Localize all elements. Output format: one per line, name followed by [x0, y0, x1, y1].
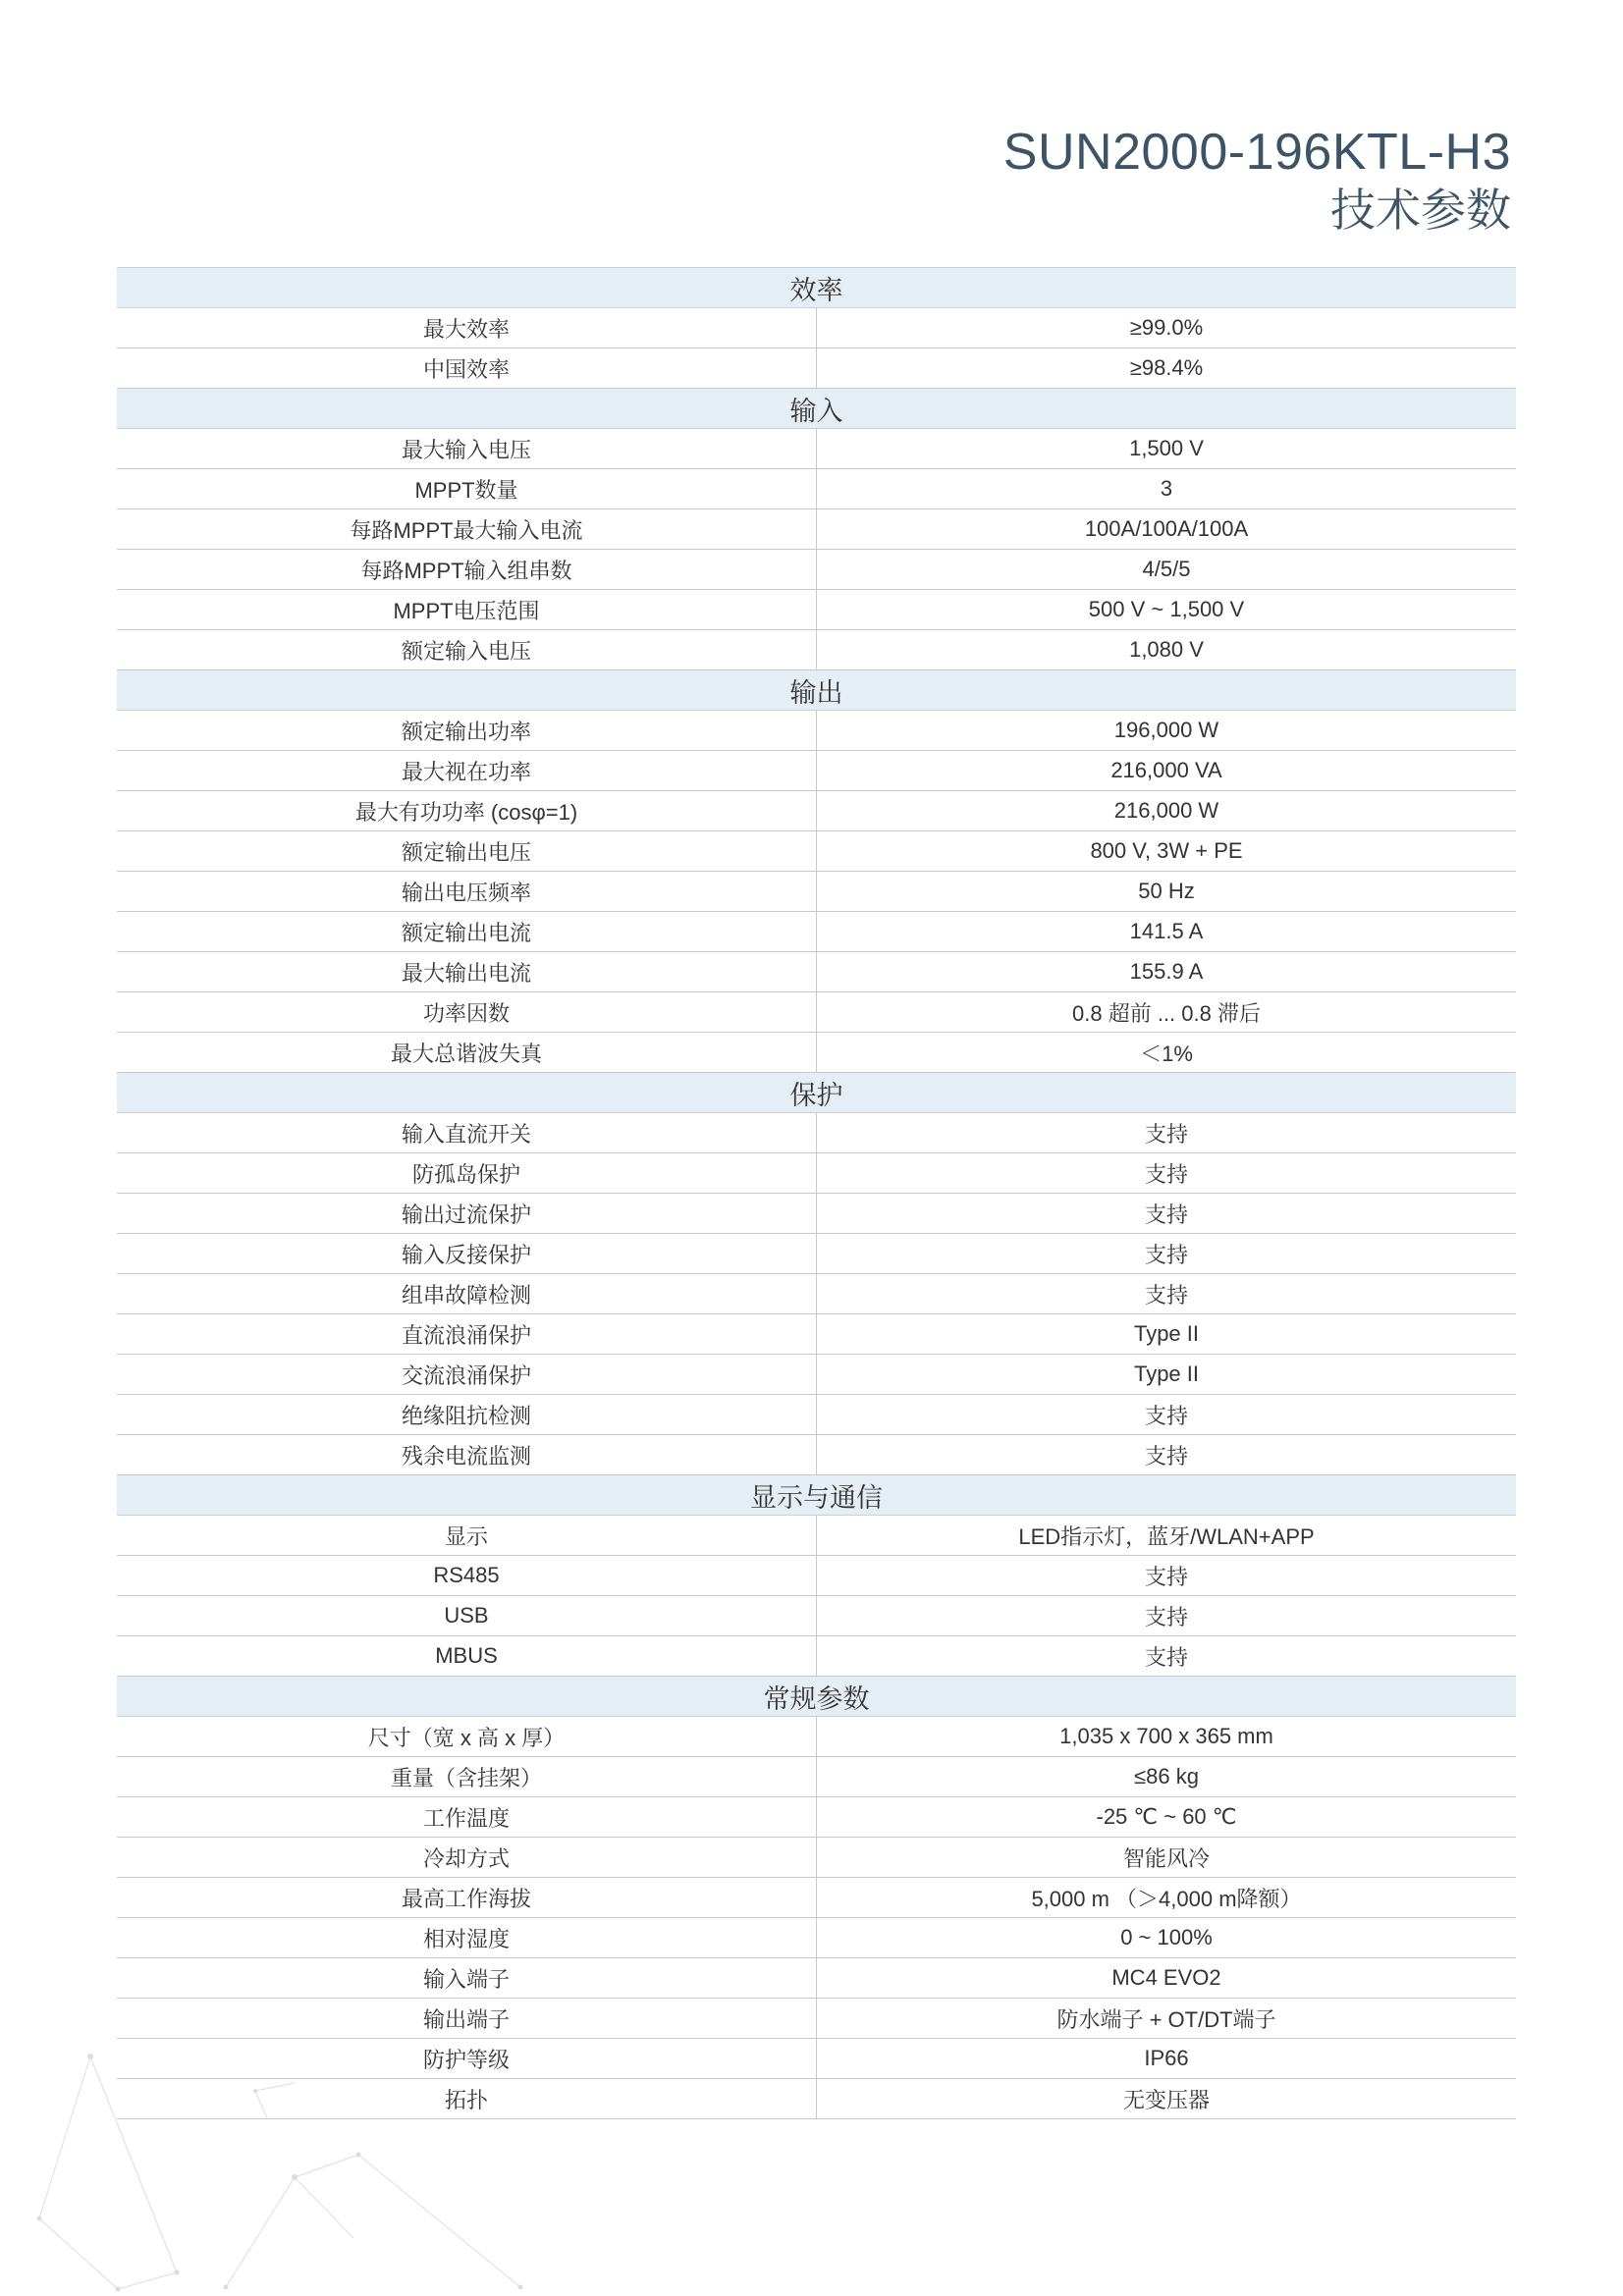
title-block	[1003, 122, 1511, 238]
param-value: 155.9 A	[817, 952, 1517, 992]
param-value: 支持	[817, 1636, 1517, 1677]
table-row	[117, 1194, 1516, 1234]
param-label: 组串故障检测	[117, 1274, 817, 1314]
param-label: 防护等级	[117, 2039, 817, 2079]
param-value: 50 Hz	[817, 872, 1517, 912]
param-label: 最大总谐波失真	[117, 1033, 817, 1073]
param-value: MC4 EVO2	[817, 1958, 1517, 1999]
param-label: 额定输出电压	[117, 831, 817, 872]
table-row	[117, 1757, 1516, 1797]
param-value: 4/5/5	[817, 550, 1517, 590]
param-label: MPPT电压范围	[117, 590, 817, 630]
param-value: 支持	[817, 1113, 1517, 1153]
table-row	[117, 1274, 1516, 1314]
section-title: 保护	[117, 1073, 1516, 1113]
table-row	[117, 992, 1516, 1033]
table-row	[117, 550, 1516, 590]
param-value: 1,035 x 700 x 365 mm	[817, 1717, 1517, 1757]
param-label: 最大视在功率	[117, 751, 817, 791]
param-label: 额定输入电压	[117, 630, 817, 670]
param-label: RS485	[117, 1556, 817, 1596]
param-value: ≥98.4%	[817, 348, 1517, 389]
table-row	[117, 1516, 1516, 1556]
param-value: 支持	[817, 1596, 1517, 1636]
table-row	[117, 1958, 1516, 1999]
section-title: 输出	[117, 670, 1516, 711]
param-label: 输入端子	[117, 1958, 817, 1999]
param-value: 支持	[817, 1194, 1517, 1234]
table-row	[117, 509, 1516, 550]
table-row	[117, 1797, 1516, 1838]
table-row	[117, 1878, 1516, 1918]
param-label: 重量（含挂架）	[117, 1757, 817, 1797]
param-label: 绝缘阻抗检测	[117, 1395, 817, 1435]
model-title: SUN2000-196KTL-H3	[1002, 124, 1511, 181]
param-label: 直流浪涌保护	[117, 1314, 817, 1355]
param-label: 输入直流开关	[117, 1113, 817, 1153]
param-label: MPPT数量	[117, 469, 817, 509]
param-label: 拓扑	[117, 2079, 817, 2119]
param-label: 功率因数	[117, 992, 817, 1033]
param-label: 输入反接保护	[117, 1234, 817, 1274]
table-row	[117, 1838, 1516, 1878]
param-value: 3	[817, 469, 1517, 509]
param-label: 输出端子	[117, 1999, 817, 2039]
param-value: Type II	[817, 1355, 1517, 1395]
param-label: 最大输出电流	[117, 952, 817, 992]
param-label: 防孤岛保护	[117, 1153, 817, 1194]
param-label: 每路MPPT最大输入电流	[117, 509, 817, 550]
param-value: ＜1%	[817, 1033, 1517, 1073]
param-label: 工作温度	[117, 1797, 817, 1838]
param-label: 每路MPPT输入组串数	[117, 550, 817, 590]
param-label: 尺寸（宽 x 高 x 厚）	[117, 1717, 817, 1757]
param-value: 216,000 W	[817, 791, 1517, 831]
param-value: 5,000 m （＞4,000 m降额）	[817, 1878, 1517, 1918]
param-value: 防水端子 + OT/DT端子	[817, 1999, 1517, 2039]
table-row	[117, 590, 1516, 630]
table-row	[117, 872, 1516, 912]
table-row	[117, 912, 1516, 952]
param-value: 支持	[817, 1556, 1517, 1596]
param-value: 智能风冷	[817, 1838, 1517, 1878]
table-row	[117, 831, 1516, 872]
section-header-row	[117, 1073, 1516, 1113]
section-title: 效率	[117, 268, 1516, 308]
decorative-network-graphic	[0, 2012, 609, 2296]
table-row	[117, 1234, 1516, 1274]
section-header-row	[117, 268, 1516, 308]
param-value: 141.5 A	[817, 912, 1517, 952]
table-row	[117, 1918, 1516, 1958]
param-value: LED指示灯，蓝牙/WLAN+APP	[817, 1516, 1517, 1556]
param-label: 输出过流保护	[117, 1194, 817, 1234]
param-value: 支持	[817, 1274, 1517, 1314]
param-value: 196,000 W	[817, 711, 1517, 751]
section-header-row	[117, 670, 1516, 711]
param-value: 1,500 V	[817, 429, 1517, 469]
table-row	[117, 1033, 1516, 1073]
param-value: 支持	[817, 1234, 1517, 1274]
table-row	[117, 1314, 1516, 1355]
param-value: 0.8 超前 ... 0.8 滞后	[817, 992, 1517, 1033]
param-value: 支持	[817, 1395, 1517, 1435]
table-row	[117, 1355, 1516, 1395]
table-row	[117, 1435, 1516, 1475]
table-row	[117, 469, 1516, 509]
spec-table	[117, 267, 1516, 2119]
param-label: 最大输入电压	[117, 429, 817, 469]
param-value: IP66	[817, 2039, 1517, 2079]
table-row	[117, 1717, 1516, 1757]
section-header-row	[117, 1677, 1516, 1717]
param-value: ≥99.0%	[817, 308, 1517, 348]
table-row	[117, 630, 1516, 670]
param-label: 额定输出功率	[117, 711, 817, 751]
param-label: 最高工作海拔	[117, 1878, 817, 1918]
param-label: 额定输出电流	[117, 912, 817, 952]
table-row	[117, 952, 1516, 992]
param-value: ≤86 kg	[817, 1757, 1517, 1797]
table-row	[117, 751, 1516, 791]
param-label: 最大效率	[117, 308, 817, 348]
section-title: 输入	[117, 389, 1516, 429]
param-value: 支持	[817, 1153, 1517, 1194]
section-title: 常规参数	[117, 1677, 1516, 1717]
param-value: 无变压器	[817, 2079, 1517, 2119]
param-label: 交流浪涌保护	[117, 1355, 817, 1395]
table-row	[117, 711, 1516, 751]
param-label: 相对湿度	[117, 1918, 817, 1958]
param-value: 100A/100A/100A	[817, 509, 1517, 550]
table-row	[117, 1113, 1516, 1153]
param-value: -25 ℃ ~ 60 ℃	[817, 1797, 1517, 1838]
param-label: USB	[117, 1596, 817, 1636]
table-row	[117, 429, 1516, 469]
param-label: 最大有功功率 (cosφ=1)	[117, 791, 817, 831]
param-label: 中国效率	[117, 348, 817, 389]
table-row	[117, 1596, 1516, 1636]
param-value: 216,000 VA	[817, 751, 1517, 791]
param-value: 0 ~ 100%	[817, 1918, 1517, 1958]
page-subtitle: 技术参数	[1330, 185, 1511, 236]
param-value: Type II	[817, 1314, 1517, 1355]
table-row	[117, 1636, 1516, 1677]
param-label: 输出电压频率	[117, 872, 817, 912]
param-label: MBUS	[117, 1636, 817, 1677]
section-header-row	[117, 1475, 1516, 1516]
table-row	[117, 1395, 1516, 1435]
param-value: 800 V, 3W + PE	[817, 831, 1517, 872]
table-row	[117, 1153, 1516, 1194]
table-row	[117, 1556, 1516, 1596]
table-row	[117, 348, 1516, 389]
section-title: 显示与通信	[117, 1475, 1516, 1516]
table-row	[117, 308, 1516, 348]
param-label: 残余电流监测	[117, 1435, 817, 1475]
param-label: 冷却方式	[117, 1838, 817, 1878]
section-header-row	[117, 389, 1516, 429]
param-value: 1,080 V	[817, 630, 1517, 670]
param-label: 显示	[117, 1516, 817, 1556]
table-row	[117, 791, 1516, 831]
param-value: 支持	[817, 1435, 1517, 1475]
param-value: 500 V ~ 1,500 V	[817, 590, 1517, 630]
